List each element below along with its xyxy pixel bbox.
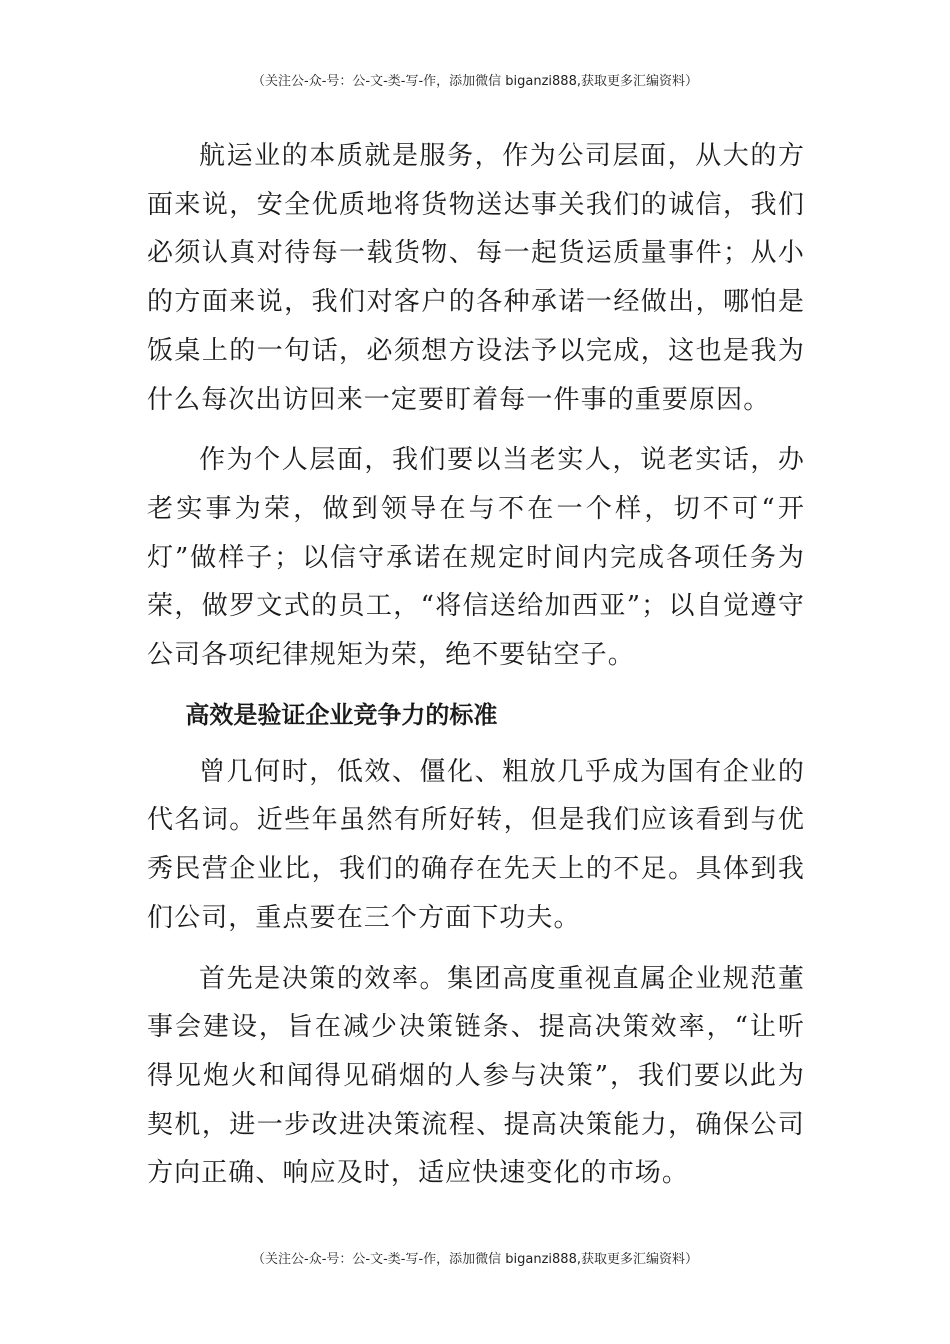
paragraph-state-enterprise: 曾几何时，低效、僵化、粗放几乎成为国有企业的代名词。近些年虽然有所好转，但是我们应该看到与优秀民营企业比，我们的确存在先天上的不足。具体到我们公司，重点要在三个方面下功夫。: [147, 756, 805, 933]
document-body: [147, 132, 805, 1210]
paragraph-personal-level: 作为个人层面，我们要以当老实人，说老实话，办老实事为荣，做到领导在与不在一个样，切不可“开灯”做样子；以信守承诺在规定时间内完成各项任务为荣，做罗文式的员工，“将信送给加西亚”；以自觉遵守公司各项纪律规矩为荣，绝不要钻空子。: [147, 445, 805, 671]
section-heading-efficiency: 高效是验证企业竞争力的标准: [185, 700, 498, 729]
paragraph-decision-efficiency: 首先是决策的效率。集团高度重视直属企业规范董事会建设，旨在减少决策链条、提高决策效率，“让听得见炮火和闻得见硝烟的人参与决策”，我们要以此为契机，进一步改进决策流程、提高决策能力，确保公司方向正确、响应及时，适应快速变化的市场。: [147, 963, 805, 1189]
page-header-notice: （关注公-众-号：公-文-类-写-作，添加微信 biganzi888,获取更多汇编资料）: [252, 74, 698, 89]
page-footer-notice: （关注公-众-号：公-文-类-写-作，添加微信 biganzi888,获取更多汇编资料）: [252, 1252, 698, 1267]
paragraph-shipping-service: 航运业的本质就是服务，作为公司层面，从大的方面来说，安全优质地将货物送达事关我们的诚信，我们必须认真对待每一载货物、每一起货运质量事件；从小的方面来说，我们对客户的各种承诺一经做出，哪怕是饭桌上的一句话，必须想方设法予以完成，这也是我为什么每次出访回来一定要盯着每一件事的重要原因。: [147, 141, 805, 415]
